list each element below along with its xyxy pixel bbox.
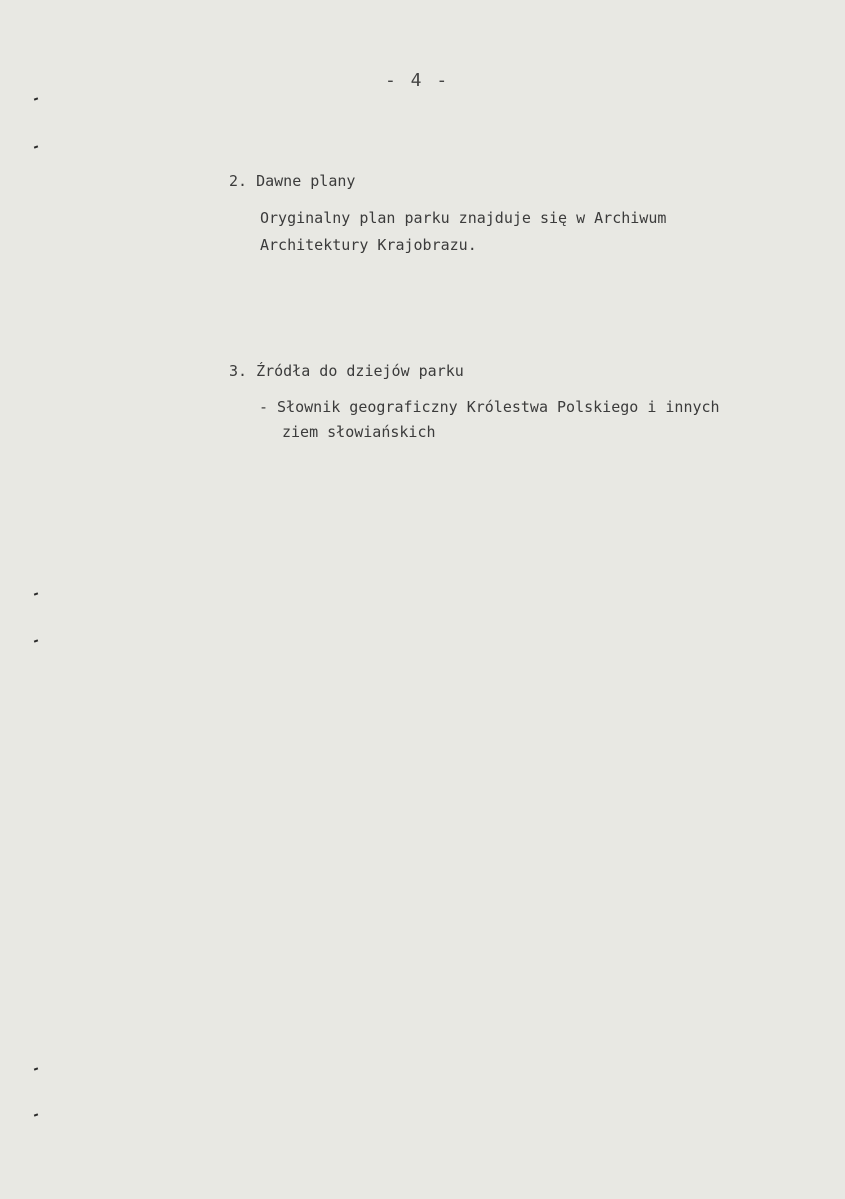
margin-mark — [34, 1113, 38, 1116]
margin-mark — [34, 639, 38, 642]
section-heading: 2. Dawne plany — [229, 172, 356, 190]
text-line: Architektury Krajobrazu. — [260, 236, 477, 254]
margin-mark — [34, 1067, 38, 1070]
text-line: ziem słowiańskich — [282, 423, 436, 441]
margin-mark — [34, 145, 38, 148]
margin-mark — [34, 592, 38, 595]
section-body — [259, 395, 720, 445]
section-heading: 3. Źródła do dziejów parku — [229, 362, 464, 380]
section-zrodla — [229, 362, 720, 445]
list-item — [259, 395, 720, 445]
section-body — [260, 205, 666, 259]
section-dawne-plany — [229, 172, 666, 259]
text-line: - Słownik geograficzny Królestwa Polskiego i innych — [259, 398, 720, 416]
text-line: Oryginalny plan parku znajduje się w Archiwum — [260, 209, 667, 227]
page-number: - 4 - — [385, 70, 450, 91]
margin-mark — [34, 97, 38, 100]
